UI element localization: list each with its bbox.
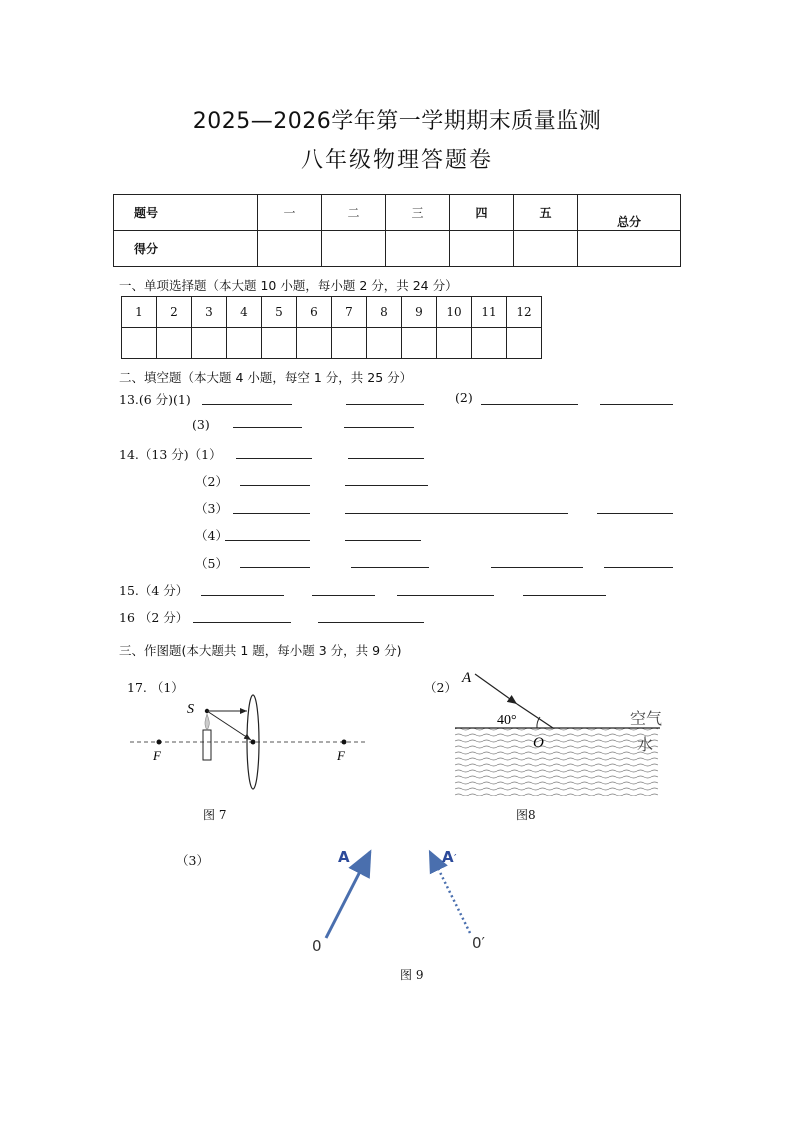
focus-left [157, 740, 162, 745]
focus-right [342, 740, 347, 745]
answer-blank[interactable] [351, 567, 429, 568]
q17-part2-label: （2） [424, 680, 457, 695]
answer-cell[interactable] [157, 328, 192, 359]
answer-cell[interactable] [297, 328, 332, 359]
answer-number: 2 [157, 297, 192, 328]
water-region [455, 728, 658, 796]
answer-blank[interactable] [193, 622, 291, 623]
answer-blank[interactable] [344, 427, 414, 428]
answer-number: 12 [507, 297, 542, 328]
exam-title: 2025—2026学年第一学期期末质量监测 [192, 109, 602, 134]
q14-part5-label: （5） [195, 556, 228, 571]
answer-blank[interactable] [600, 404, 673, 405]
answer-grid [121, 296, 542, 359]
score-total-cell[interactable] [578, 231, 681, 267]
score-cell[interactable] [386, 231, 450, 267]
label-o: 0 [312, 937, 322, 955]
answer-cell[interactable] [122, 328, 157, 359]
figure-7-lens-diagram[interactable] [125, 690, 370, 795]
answer-blank[interactable] [345, 485, 428, 486]
answer-blank[interactable] [597, 513, 673, 514]
q15-label: 15.（4 分） [119, 583, 189, 598]
score-row-label: 题号 [114, 195, 258, 231]
label-o: O [533, 735, 544, 751]
score-cell[interactable] [258, 231, 322, 267]
score-col-5: 五 [514, 195, 578, 231]
section3-heading: 三、作图题(本大题共 1 题，每小题 3 分，共 9 分) [119, 643, 402, 658]
score-total-label: 总分 [578, 195, 681, 231]
answer-number: 7 [332, 297, 367, 328]
score-cell[interactable] [450, 231, 514, 267]
label-a-prime-mark: ′ [454, 852, 457, 865]
score-got-label: 得分 [114, 231, 258, 267]
answer-number: 10 [437, 297, 472, 328]
figure-7-caption: 图 7 [203, 808, 227, 822]
answer-cell[interactable] [192, 328, 227, 359]
score-col-3: 三 [386, 195, 450, 231]
answer-cell[interactable] [472, 328, 507, 359]
label-f-left: F [153, 748, 161, 763]
label-air: 空气 [630, 709, 663, 728]
q13-part3-label: (3) [192, 417, 210, 432]
label-s: S [187, 702, 194, 717]
label-angle: 40° [497, 713, 517, 728]
answer-blank[interactable] [233, 427, 302, 428]
answer-number: 6 [297, 297, 332, 328]
answer-blank[interactable] [491, 567, 583, 568]
answer-blank[interactable] [345, 540, 421, 541]
answer-number: 4 [227, 297, 262, 328]
answer-cell[interactable] [402, 328, 437, 359]
section2-heading: 二、填空题（本大题 4 小题，每空 1 分，共 25 分） [119, 370, 413, 385]
label-a: A [338, 848, 350, 866]
optical-center [251, 740, 256, 745]
score-col-1: 一 [258, 195, 322, 231]
label-a: A [462, 670, 472, 686]
answer-blank[interactable] [346, 404, 424, 405]
answer-blank[interactable] [236, 458, 312, 459]
answer-cell[interactable] [227, 328, 262, 359]
answer-number: 9 [402, 297, 437, 328]
figure-8-caption: 图8 [516, 808, 536, 822]
answer-blank[interactable] [523, 595, 606, 596]
answer-blank[interactable] [240, 485, 310, 486]
ray-center [207, 711, 251, 740]
q17-part3-label: （3） [176, 853, 209, 868]
answer-cell[interactable] [262, 328, 297, 359]
candle [203, 730, 211, 760]
answer-blank[interactable] [225, 540, 310, 541]
answer-cell[interactable] [367, 328, 402, 359]
answer-blank[interactable] [312, 595, 375, 596]
q14-part2-label: （2） [195, 474, 228, 489]
q14-part4-label: （4） [195, 528, 228, 543]
answer-blank[interactable] [397, 595, 494, 596]
answer-blank[interactable] [348, 458, 424, 459]
score-cell[interactable] [322, 231, 386, 267]
answer-blank[interactable] [202, 404, 292, 405]
answer-number: 5 [262, 297, 297, 328]
answer-blank[interactable] [481, 404, 578, 405]
q14-part3-label: （3） [195, 501, 228, 516]
candle-flame [205, 714, 209, 730]
incident-ray-arrow [475, 674, 517, 704]
answer-cell[interactable] [437, 328, 472, 359]
answer-blank[interactable] [345, 513, 568, 514]
label-f-right: F [337, 748, 345, 763]
incident-ray [517, 704, 553, 728]
answer-number: 1 [122, 297, 157, 328]
label-a-prime: A [442, 848, 454, 866]
q17-label: 17. （1） [127, 680, 184, 695]
label-o-prime: 0′ [472, 934, 485, 952]
answer-number: 11 [472, 297, 507, 328]
figure-9-diagram[interactable] [300, 838, 500, 958]
q13-part2-label: (2) [455, 390, 473, 405]
exam-subtitle: 八年级物理答题卷 [300, 148, 493, 173]
answer-cell[interactable] [332, 328, 367, 359]
answer-blank[interactable] [240, 567, 310, 568]
q14-label: 14.（13 分)（1） [119, 447, 222, 462]
figure-9-caption: 图 9 [400, 968, 424, 982]
answer-blank[interactable] [318, 622, 424, 623]
score-table [113, 194, 681, 267]
answer-blank[interactable] [201, 595, 284, 596]
score-col-2: 二 [322, 195, 386, 231]
answer-number: 3 [192, 297, 227, 328]
q16-label: 16 （2 分） [119, 610, 189, 625]
label-water: 水 [637, 735, 654, 754]
answer-cell[interactable] [507, 328, 542, 359]
q13-label: 13.(6 分)(1) [119, 392, 191, 407]
answer-blank[interactable] [604, 567, 673, 568]
answer-blank[interactable] [233, 513, 310, 514]
answer-number: 8 [367, 297, 402, 328]
section1-heading: 一、单项选择题（本大题 10 小题，每小题 2 分，共 24 分） [119, 278, 458, 293]
score-col-4: 四 [450, 195, 514, 231]
score-cell[interactable] [514, 231, 578, 267]
figure-8-refraction-diagram[interactable] [455, 666, 675, 801]
